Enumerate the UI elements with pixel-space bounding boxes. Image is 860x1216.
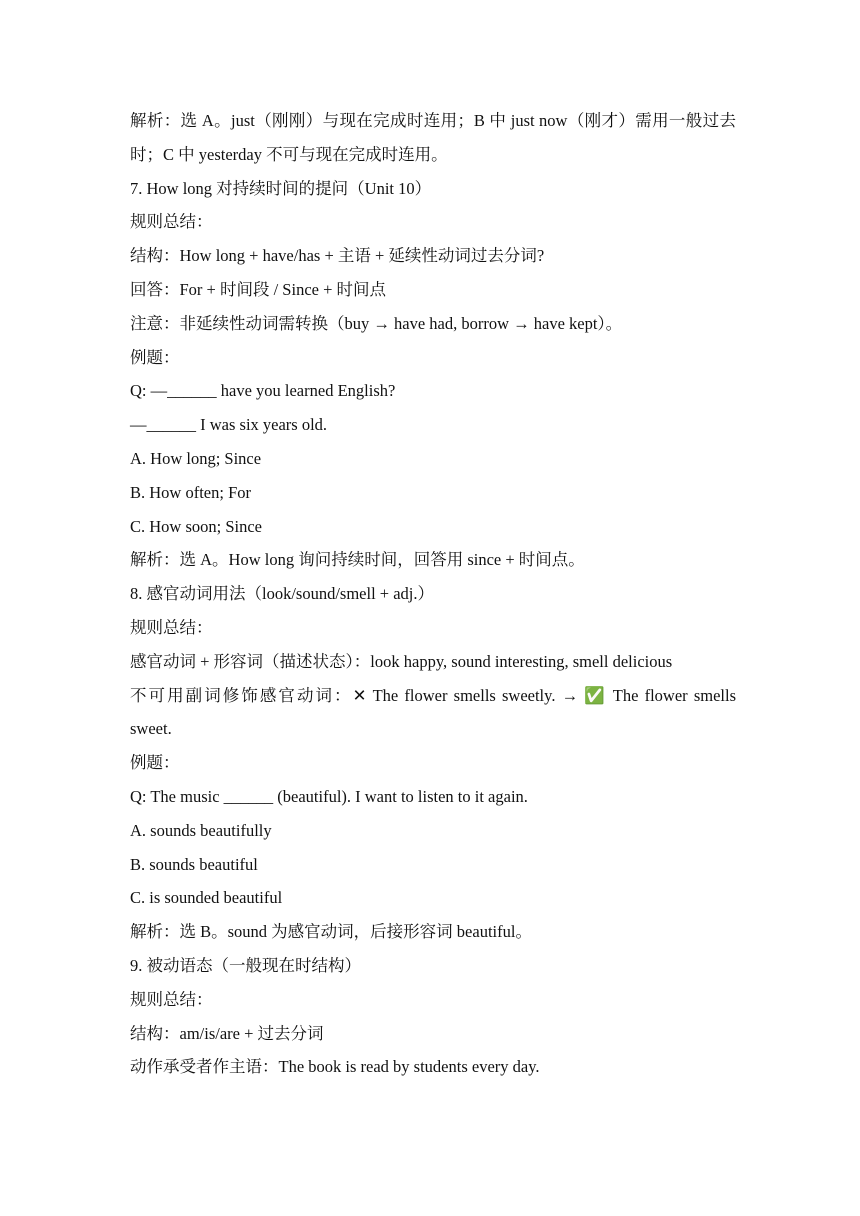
option-c: C. is sounded beautiful bbox=[130, 888, 283, 908]
explanation-sense-verbs: 解析：选 B。sound 为感官动词，后接形容词 beautiful。 bbox=[130, 922, 532, 942]
section-heading-sense-verbs: 8. 感官动词用法（look/sound/smell + adj.） bbox=[130, 584, 435, 604]
section-heading-how-long: 7. How long 对持续时间的提问（Unit 10） bbox=[130, 178, 432, 198]
adverb-note: 不可用副词修饰感官动词：✕ The flower smells sweetly. → ✅ The flower smells sweet. bbox=[130, 685, 736, 739]
rule-summary-label: 规则总结： bbox=[130, 212, 213, 232]
structure-rule: 结构：How long + have/has + 主语 + 延续性动词过去分词? bbox=[130, 246, 545, 266]
passive-example: 动作承受者作主语：The book is read by students every day. bbox=[130, 1057, 540, 1077]
example-label: 例题： bbox=[130, 347, 180, 367]
question-line-2: —______ I was six years old. bbox=[130, 415, 328, 435]
explanation-how-long: 解析：选 A。How long 询问持续时间，回答用 since + 时间点。 bbox=[130, 550, 585, 570]
document-body bbox=[130, 104, 736, 1084]
option-a: A. How long; Since bbox=[130, 448, 262, 468]
passive-structure-rule: 结构：am/is/are + 过去分词 bbox=[130, 1023, 324, 1043]
rule-summary-label: 规则总结： bbox=[130, 989, 213, 1009]
question-line: Q: —______ have you learned English? bbox=[130, 381, 396, 401]
option-c: C. How soon; Since bbox=[130, 516, 262, 536]
rule-summary-label: 规则总结： bbox=[130, 617, 213, 637]
section-heading-passive-voice: 9. 被动语态（一般现在时结构） bbox=[130, 955, 361, 975]
option-b: B. sounds beautiful bbox=[130, 854, 258, 874]
example-label: 例题： bbox=[130, 753, 180, 773]
explanation-unit9: 解析：选 A。just（刚刚）与现在完成时连用；B 中 just now（刚才）需用一般过去时；C 中 yesterday 不可与现在完成时连用。 bbox=[130, 111, 736, 164]
option-b: B. How often; For bbox=[130, 482, 251, 502]
answer-rule: 回答：For + 时间段 / Since + 时间点 bbox=[130, 279, 387, 299]
sense-verb-rule: 感官动词 + 形容词（描述状态）：look happy, sound interesting, smell delicious bbox=[130, 651, 673, 671]
question-line: Q: The music ______ (beautiful). I want to listen to it again. bbox=[130, 786, 528, 806]
option-a: A. sounds beautifully bbox=[130, 820, 272, 840]
note-rule: 注意：非延续性动词需转换（buy → have had, borrow → have kept）。 bbox=[130, 313, 623, 333]
